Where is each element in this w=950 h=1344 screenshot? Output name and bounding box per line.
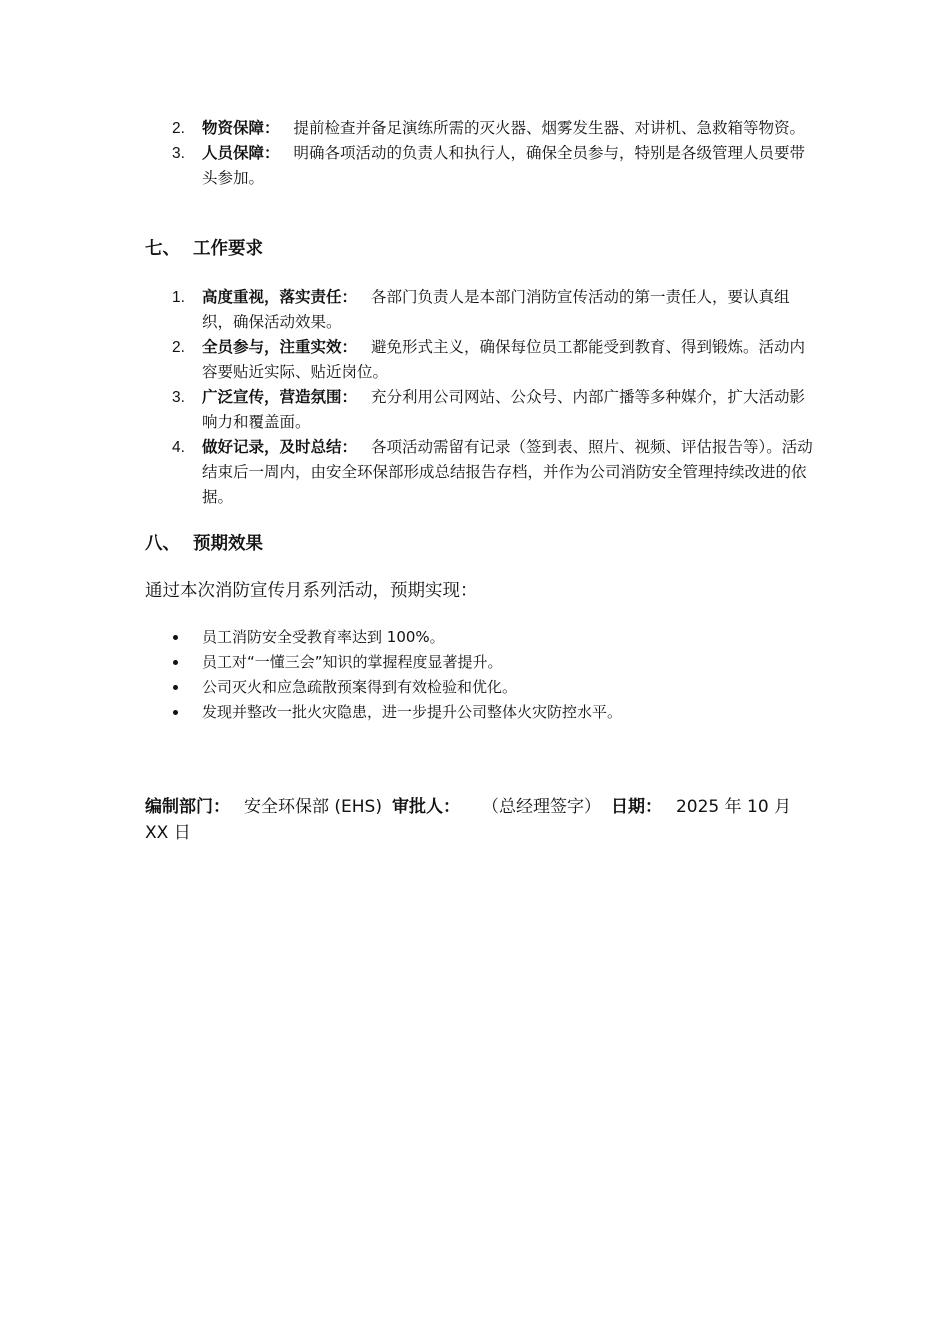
list-number: 2.: [172, 339, 185, 356]
item-text: 员工对“一懂三会”知识的掌握程度显著提升。: [202, 653, 503, 671]
item-text: 员工消防安全受教育率达到 100%。: [202, 628, 445, 646]
date-value: 2025 年 10 月 XX 日: [145, 797, 792, 843]
list-item: [145, 650, 815, 675]
item-label: 人员保障：: [202, 144, 280, 162]
list-item: [145, 385, 815, 435]
list-number: 1.: [172, 289, 185, 306]
item-label: 做好记录，及时总结：: [202, 438, 358, 456]
list-item: [145, 700, 815, 725]
date-label: 日期：: [610, 797, 662, 817]
item-text: 各部门负责人是本部门消防宣传活动的第一责任人，要认真组织，确保活动效果。: [202, 288, 790, 331]
bullet-icon: [173, 635, 178, 640]
bullet-icon: [173, 685, 178, 690]
item-text: 公司灭火和应急疏散预案得到有效检验和优化。: [202, 678, 518, 696]
section-title: 预期效果: [193, 534, 263, 554]
list-item: [145, 435, 815, 510]
item-text: 发现并整改一批火灾隐患，进一步提升公司整体火灾防控水平。: [202, 703, 623, 721]
dept-value: 安全环保部 (EHS): [244, 797, 382, 817]
list-number: 3.: [172, 145, 185, 162]
item-label: 物资保障：: [202, 119, 280, 137]
item-text: 充分利用公司网站、公众号、内部广播等多种媒介，扩大活动影响力和覆盖面。: [202, 388, 806, 431]
section-heading-8: [145, 531, 263, 557]
work-requirements-list: [145, 285, 815, 510]
list-item: [145, 285, 815, 335]
signature-block: [145, 794, 805, 846]
list-item: [145, 625, 815, 650]
item-label: 全员参与，注重实效：: [202, 338, 358, 356]
list-item: [145, 675, 815, 700]
list-number: 3.: [172, 389, 185, 406]
section-intro: 通过本次消防宣传月系列活动，预期实现：: [145, 581, 478, 601]
list-item: [145, 335, 815, 385]
section-title: 工作要求: [193, 239, 263, 259]
item-text: 明确各项活动的负责人和执行人，确保全员参与，特别是各级管理人员要带头参加。: [202, 144, 806, 187]
resource-guarantee-list: [145, 116, 815, 191]
list-item: [145, 116, 815, 141]
approver-label: 审批人：: [391, 797, 460, 817]
bullet-icon: [173, 710, 178, 715]
item-text: 避免形式主义，确保每位员工都能受到教育、得到锻炼。活动内容要贴近实际、贴近岗位。: [202, 338, 806, 381]
bullet-icon: [173, 660, 178, 665]
item-label: 高度重视，落实责任：: [202, 288, 358, 306]
item-text: 提前检查并备足演练所需的灭火器、烟雾发生器、对讲机、急救箱等物资。: [293, 119, 806, 137]
item-text: 各项活动需留有记录（签到表、照片、视频、评估报告等）。活动结束后一周内，由安全环保部形成总结报告存档，并作为公司消防安全管理持续改进的依据。: [202, 438, 813, 506]
list-number: 4.: [172, 439, 185, 456]
item-label: 广泛宣传，营造氛围：: [202, 388, 358, 406]
list-number: 2.: [172, 120, 185, 137]
expected-results-list: [145, 625, 815, 725]
section-number: 八、: [145, 534, 180, 554]
dept-label: 编制部门：: [145, 797, 230, 817]
section-heading-7: [145, 236, 263, 262]
section-number: 七、: [145, 239, 180, 259]
list-item: [145, 141, 815, 191]
approver-value: （总经理签字）: [481, 797, 601, 817]
